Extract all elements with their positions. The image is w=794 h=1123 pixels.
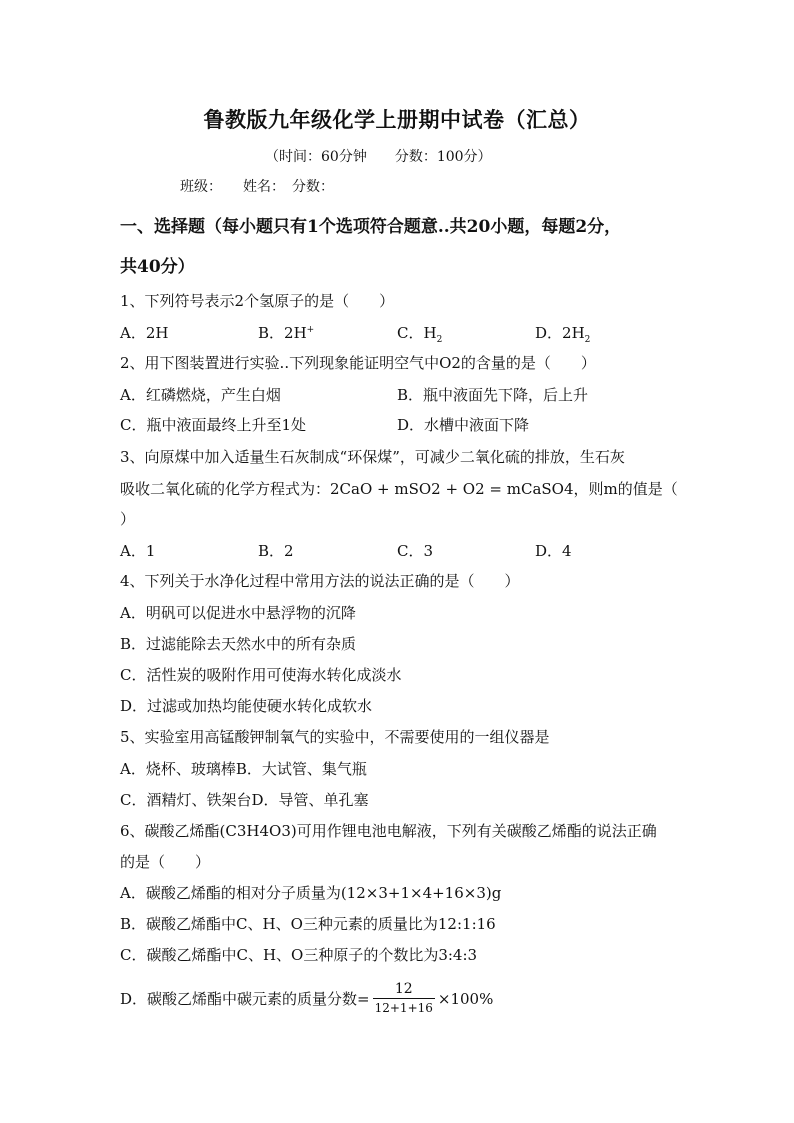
question-1-option-d: D．$2H_2$ bbox=[535, 324, 591, 345]
question-1-option-b: B．2H+ bbox=[258, 324, 315, 342]
question-2-stem: 2、用下图装置进行实验..下列现象能证明空气中O2的含量的是（ ） bbox=[120, 354, 596, 372]
question-1-option-c: C．$H_2$ bbox=[397, 324, 443, 345]
question-5-option-ab: A．烧杯、玻璃棒B．大试管、集气瓶 bbox=[120, 760, 367, 778]
question-6-option-c: C．碳酸乙烯酯中C、H、O三种原子的个数比为3:4:3 bbox=[120, 946, 478, 964]
question-6-option-d-text: D．碳酸乙烯酯中碳元素的质量分数= bbox=[120, 990, 370, 1008]
question-1-option-a: A．2H bbox=[120, 324, 169, 342]
question-2-option-b: B．瓶中液面先下降，后上升 bbox=[397, 386, 589, 404]
question-2-option-a: A．红磷燃烧，产生白烟 bbox=[120, 386, 281, 404]
question-1-stem: 1、下列符号表示2个氢原子的是（ ） bbox=[120, 292, 395, 310]
question-3-option-b: B．2 bbox=[258, 542, 294, 560]
student-info: 班级： 姓名： 分数： bbox=[180, 179, 334, 195]
fraction-denominator: 12+1+16 bbox=[374, 1001, 433, 1015]
question-2-option-c: C．瓶中液面最终上升至1处 bbox=[120, 416, 307, 434]
question-3-stem-line1: 3、向原煤中加入适量生石灰制成“环保煤”，可减少二氧化硫的排放，生石灰 bbox=[120, 448, 625, 466]
question-2-option-d: D．水槽中液面下降 bbox=[397, 416, 530, 434]
question-4-option-b: B．过滤能除去天然水中的所有杂质 bbox=[120, 635, 357, 653]
section-heading-line2: 共40分） bbox=[120, 257, 195, 277]
section-heading-line1: 一、选择题（每小题只有1个选项符合题意..共20小题，每题2分， bbox=[120, 217, 622, 237]
percent-suffix: ×100% bbox=[437, 989, 494, 1008]
question-3-option-c: C．3 bbox=[397, 542, 434, 560]
page-title: 鲁教版九年级化学上册期中试卷（汇总） bbox=[203, 107, 591, 132]
question-4-option-a: A．明矾可以促进水中悬浮物的沉降 bbox=[120, 604, 356, 622]
fraction-numerator: 12 bbox=[394, 981, 413, 997]
question-6-stem-line1: 6、碳酸乙烯酯(C3H4O3)可用作锂电池电解液，下列有关碳酸乙烯酯的说法正确 bbox=[120, 822, 657, 840]
question-4-option-d: D．过滤或加热均能使硬水转化成软水 bbox=[120, 697, 373, 715]
question-6-option-a: A．碳酸乙烯酯的相对分子质量为(12×3+1×4+16×3)g bbox=[120, 884, 502, 902]
question-5-stem: 5、实验室用高锰酸钾制氧气的实验中，不需要使用的一组仪器是 bbox=[120, 728, 550, 746]
question-3-option-d: D．4 bbox=[535, 542, 572, 560]
question-6-option-b: B．碳酸乙烯酯中C、H、O三种元素的质量比为12:1:16 bbox=[120, 915, 496, 933]
question-6-stem-line2: 的是（ ） bbox=[120, 853, 211, 871]
question-6-option-d bbox=[120, 980, 493, 1017]
question-5-option-cd: C．酒精灯、铁架台D．导管、单孔塞 bbox=[120, 791, 369, 809]
mass-fraction bbox=[373, 980, 435, 1017]
question-3-stem-line2: 吸收二氧化硫的化学方程式为：2CaO + mSO2 + O2 = mCaSO4，则m的值是（ bbox=[120, 480, 678, 498]
question-4-stem: 4、下列关于水净化过程中常用方法的说法正确的是（ ） bbox=[120, 572, 520, 590]
question-4-option-c: C．活性炭的吸附作用可使海水转化成淡水 bbox=[120, 666, 402, 684]
time-info: （时间：60分钟 分数：100分） bbox=[265, 149, 492, 165]
question-3-option-a: A．1 bbox=[120, 542, 156, 560]
question-3-stem-line3: ） bbox=[120, 510, 136, 528]
